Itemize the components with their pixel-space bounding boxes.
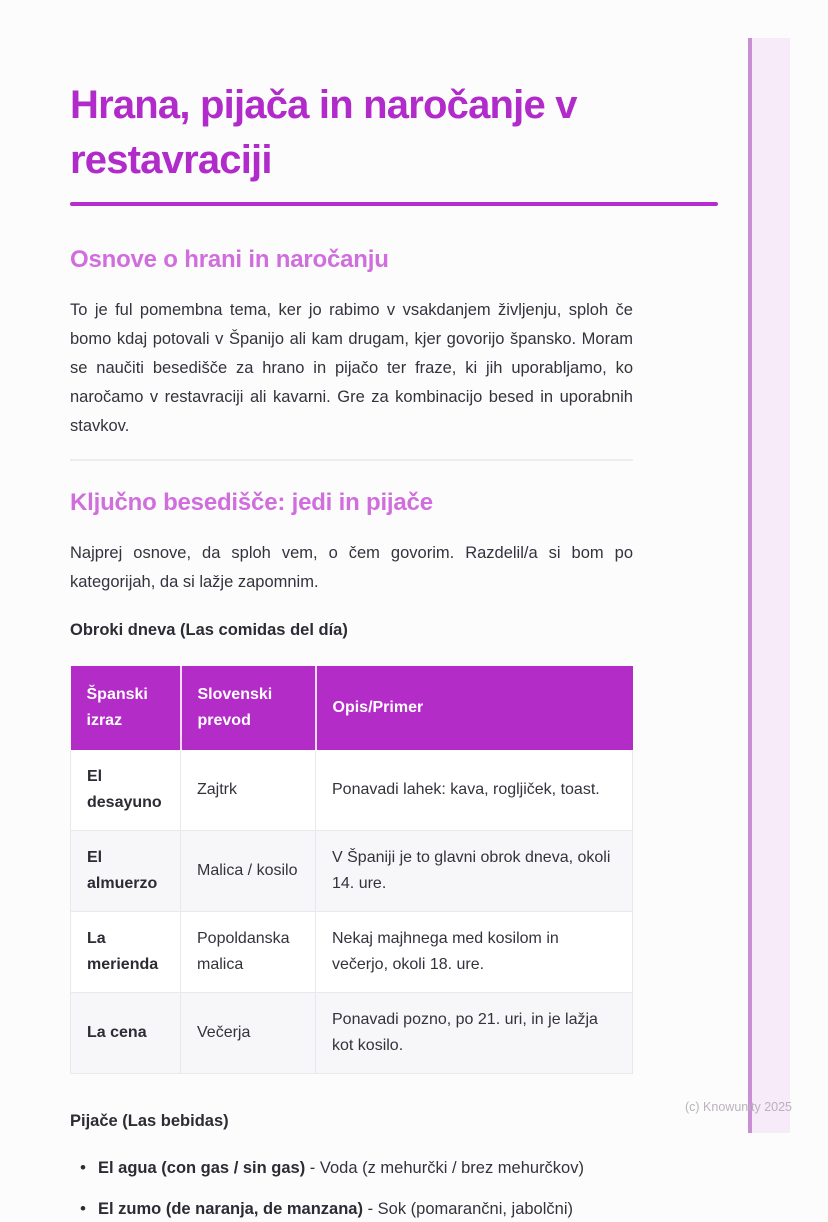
cell-spanish: La merienda [71, 912, 181, 993]
list-item [80, 1196, 633, 1222]
cell-description: Nekaj majhnega med kosilom in večerjo, okoli 18. ure. [316, 912, 633, 993]
column-header-slovene: Slovenski prevod [181, 666, 316, 750]
page-title: Hrana, pijača in naročanje v restavraciji [70, 83, 577, 183]
cell-slovene: Popoldanska malica [181, 912, 316, 993]
drink-term: El zumo (de naranja, de manzana) [98, 1200, 363, 1219]
cell-description: Ponavadi lahek: kava, rogljiček, toast. [316, 750, 633, 831]
table-row [71, 750, 633, 831]
cell-description: V Španiji je to glavni obrok dneva, okoli 14. ure. [316, 831, 633, 912]
cell-spanish: El desayuno [71, 750, 181, 831]
cell-slovene: Malica / kosilo [181, 831, 316, 912]
cell-description: Ponavadi pozno, po 21. uri, in je lažja kot kosilo. [316, 993, 633, 1074]
table-row [71, 831, 633, 912]
drink-description: - Voda (z mehurčki / brez mehurčkov) [305, 1159, 584, 1178]
title-underline-rule [70, 202, 718, 206]
meals-subheading: Obroki dneva (Las comidas del día) [70, 621, 348, 640]
drinks-list [70, 1155, 633, 1222]
list-item [80, 1155, 633, 1181]
drink-description: - Sok (pomarančni, jabolčni) [362, 1200, 573, 1219]
meals-table [70, 666, 633, 1074]
drinks-subheading: Pijače (Las bebidas) [70, 1112, 229, 1131]
table-row [71, 993, 633, 1074]
column-header-description: Opis/Primer [316, 666, 633, 750]
cell-slovene: Zajtrk [181, 750, 316, 831]
table-row [71, 912, 633, 993]
decorative-side-stripe [748, 38, 790, 1133]
section-heading-intro: Osnove o hrani in naročanju [70, 246, 389, 274]
vocab-paragraph: Najprej osnove, da sploh vem, o čem govorim. Razdelil/a si bom po kategorijah, da si lažje zapomnim. [70, 544, 633, 592]
cell-spanish: El almuerzo [71, 831, 181, 912]
column-header-spanish: Španski izraz [71, 666, 181, 750]
section-heading-vocab: Ključno besedišče: jedi in pijače [70, 489, 433, 517]
section-divider [70, 459, 633, 461]
cell-slovene: Večerja [181, 993, 316, 1074]
drink-term: El agua (con gas / sin gas) [98, 1159, 306, 1178]
watermark: (c) Knowunity 2025 [685, 1100, 793, 1114]
cell-spanish: La cena [71, 993, 181, 1074]
intro-paragraph: To je ful pomembna tema, ker jo rabimo v vsakdanjem življenju, sploh če bomo kdaj potovali v Španijo ali kam drugam, kjer govorijo špansko. Moram se naučiti besedišče za hrano in pijačo ter fraze, ki jih uporabljamo, ko naročamo v restavraciji ali kavarni. Gre za kombinacijo besed in uporabnih stavkov. [70, 301, 633, 436]
table-header-row [71, 666, 633, 750]
